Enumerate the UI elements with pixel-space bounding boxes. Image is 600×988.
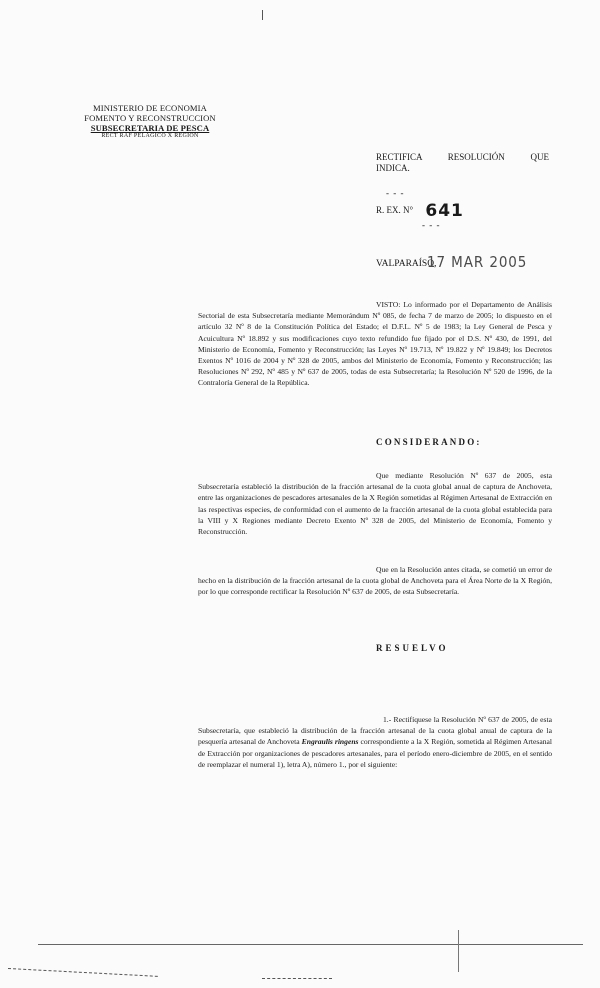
subsecretaria-name: SUBSECRETARIA DE PESCA <box>90 123 210 133</box>
resolution-number <box>376 201 464 221</box>
dash-mark-lower: - - - <box>422 220 441 230</box>
scan-dashes-bottom-2 <box>262 978 332 979</box>
considerando-heading: CONSIDERANDO: <box>376 437 482 447</box>
reference-line-1: RECTIFICA RESOLUCIÓN QUE <box>376 152 549 162</box>
scan-mark-vertical <box>458 930 459 972</box>
letterhead <box>80 103 220 140</box>
footer-rule <box>38 944 583 945</box>
visto-paragraph: VISTO: Lo informado por el Departamento de Análisis Sectorial de esta Subsecretaría mediante Memorándum Nº 085, de fecha 7 de marzo de 2005; lo dispuesto en el artículo 32 Nº 8 de la Constitución Política del Estado; el D.F.L. Nº 5 de 1983; la Ley General de Pesca y Acuicultura Nº 18.892 y sus modificaciones cuyo texto refundido fue fijado por el D.S. Nº 430, de 1991, del Ministerio de Economía, Fomento y Reconstrucción; las Leyes Nº 19.713, Nº 19.822 y Nº 19.849; los Decretos Exentos Nº 1016 de 2004 y Nº 328 de 2005, ambos del Ministerio de Economía, Fomento y Reconstrucción; las Resoluciones Nº 292, Nº 485 y Nº 637 de 2005, todas de esta Subsecretaría; la Resolución Nº 520 de 1996, de la Contraloría General de la República. <box>198 300 552 388</box>
reference-summary <box>376 152 549 174</box>
scan-dashes-bottom <box>8 968 158 977</box>
considerando-paragraph-1: Que mediante Resolución Nº 637 de 2005, esta Subsecretaría estableció la distribución de la fracción artesanal de la cuota global anual de captura de Anchoveta, entre las organizaciones de pescadores artesanales de la X Región sometidas al Régimen Artesanal de Extracción en las respectivas especies, de conformidad con el aumento de la fracción artesanal de la cuota global establecida para la VIII y X Regiones mediante Decreto Exento Nº 328 de 2005, del Ministerio de Economía, Fomento y Reconstrucción. <box>198 471 552 537</box>
reference-line-2: INDICA. <box>376 163 410 173</box>
species-name: Engraulis ringens <box>301 737 359 747</box>
resuelvo-heading: RESUELVO <box>376 643 449 653</box>
dash-mark-upper: - - - <box>386 188 405 198</box>
ministry-name: MINISTERIO DE ECONOMIA <box>93 103 207 113</box>
resuelvo-text-a: 1.- Rectifíquese la Resolución Nº 637 de 2005, de esta Subsecretaría, que estableció la distribución de la fracción artesanal de la cuota global anual de captura de la pesquería artesanal de Anchoveta <box>198 715 552 747</box>
file-reference: RECT RAF PELAGICO X REGION <box>101 133 199 139</box>
date-stamp: 17 MAR 2005 <box>427 253 528 271</box>
place-label: VALPARAÍSO, <box>376 259 437 269</box>
resolution-prefix: R. EX. N° <box>376 205 414 215</box>
resuelvo-text-b: correspondiente a la X Región, sometida al Régimen Artesanal de Extracción por organizaciones de pescadores artesanales, para el período enero-diciembre de 2005, en el sentido de reemplazar el numeral 1), letra A), número 1., por el siguiente: <box>198 737 552 769</box>
ministry-subtitle: FOMENTO Y RECONSTRUCCION <box>84 113 216 123</box>
resolution-number-value: 641 <box>425 201 464 221</box>
considerando-paragraph-2: Que en la Resolución antes citada, se cometió un error de hecho en la distribución de la fracción artesanal de la cuota global de Anchoveta para el Área Norte de la X Región, por lo que corresponde rectificar la Resolución Nº 637 de 2005, de esta Subsecretaría. <box>198 565 552 597</box>
scan-mark-top <box>262 10 263 20</box>
resuelvo-paragraph-1 <box>198 714 552 770</box>
